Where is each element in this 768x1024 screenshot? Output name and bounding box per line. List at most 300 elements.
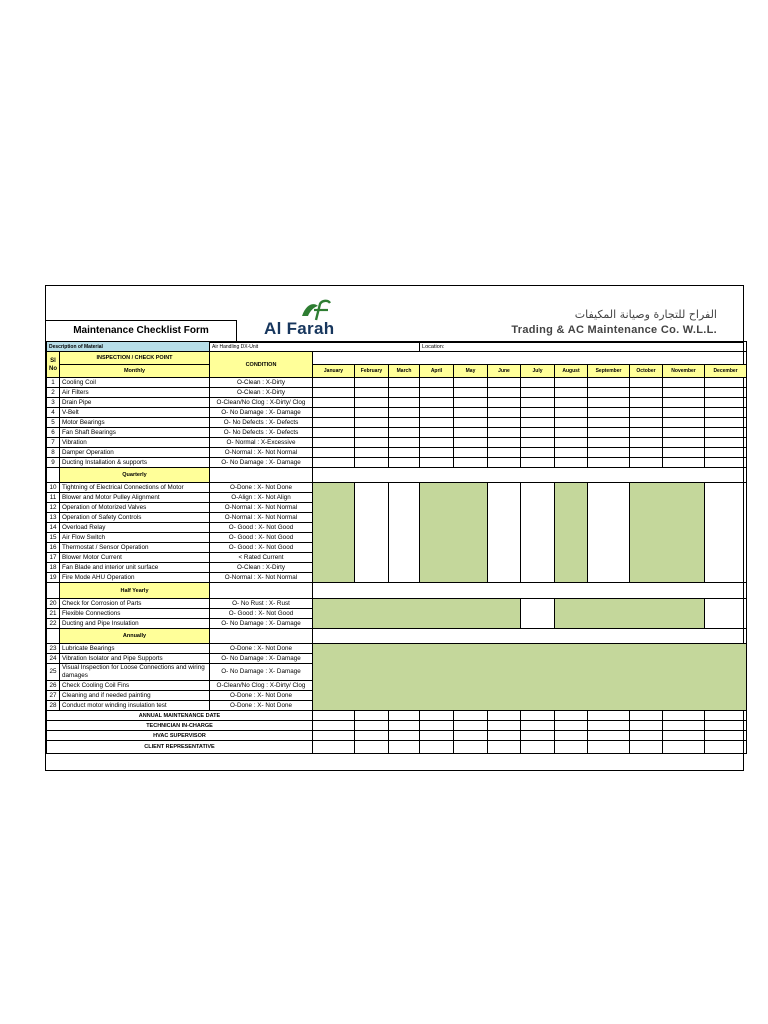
inspection-item: Conduct motor winding insulation test	[60, 701, 210, 711]
month-november: November	[663, 365, 705, 378]
month-june: June	[488, 365, 521, 378]
item-number: 22	[47, 619, 60, 629]
signature-cell[interactable]	[313, 711, 355, 721]
month-check-cell[interactable]	[488, 438, 521, 448]
month-check-cell[interactable]	[555, 398, 588, 408]
signature-cell[interactable]	[521, 741, 555, 754]
item-number: 6	[47, 428, 60, 438]
month-check-cell[interactable]	[355, 378, 389, 388]
inspection-item: Fan Blade and interior unit surface	[60, 563, 210, 573]
month-check-cell[interactable]	[555, 438, 588, 448]
condition-text: O-Clean : X-Dirty	[210, 388, 313, 398]
signature-cell[interactable]	[663, 741, 705, 754]
month-december: December	[705, 365, 747, 378]
annual-items	[47, 644, 747, 711]
inspection-item: Thermostat / Sensor Operation	[60, 543, 210, 553]
month-check-cell[interactable]	[313, 428, 355, 438]
item-number: 16	[47, 543, 60, 553]
month-check-cell[interactable]	[630, 398, 663, 408]
month-check-cell[interactable]	[588, 458, 630, 468]
signature-cell[interactable]	[488, 741, 521, 754]
signature-row	[47, 721, 747, 731]
inspection-item: Air Flow Switch	[60, 533, 210, 543]
month-check-cell[interactable]	[389, 378, 420, 388]
blank-cell	[488, 483, 521, 583]
signature-cell[interactable]	[630, 721, 663, 731]
month-check-cell[interactable]	[313, 438, 355, 448]
month-check-cell[interactable]	[389, 428, 420, 438]
signature-cell[interactable]	[355, 711, 389, 721]
inspection-header: INSPECTION / CHECK POINT	[60, 352, 210, 365]
month-check-cell[interactable]	[521, 438, 555, 448]
months-spacer	[313, 352, 747, 365]
month-check-cell[interactable]	[454, 388, 488, 398]
signature-cell[interactable]	[521, 721, 555, 731]
signature-cell[interactable]	[454, 741, 488, 754]
month-check-cell[interactable]	[705, 438, 747, 448]
signature-label: TECHNICIAN IN-CHARGE	[47, 721, 313, 731]
quarterly-section-row	[47, 468, 747, 483]
item-number: 8	[47, 448, 60, 458]
blank-cell	[705, 483, 747, 583]
half-yearly-check-block[interactable]	[555, 599, 705, 629]
blank-cell	[389, 483, 420, 583]
month-check-cell[interactable]	[488, 448, 521, 458]
month-check-cell[interactable]	[521, 388, 555, 398]
month-check-cell[interactable]	[588, 398, 630, 408]
signature-cell[interactable]	[420, 741, 454, 754]
item-number: 15	[47, 533, 60, 543]
month-check-cell[interactable]	[389, 458, 420, 468]
inspection-item: Operation of Safety Controls	[60, 513, 210, 523]
signature-cell[interactable]	[555, 711, 588, 721]
signature-label: ANNUAL MAINTENANCE DATE	[47, 711, 313, 721]
signature-cell[interactable]	[588, 741, 630, 754]
month-check-cell[interactable]	[663, 378, 705, 388]
condition-text: O- No Damage : X- Damage	[210, 458, 313, 468]
table-row	[47, 448, 747, 458]
month-check-cell[interactable]	[521, 458, 555, 468]
description-label: Description of Material	[47, 342, 210, 352]
month-check-cell[interactable]	[663, 408, 705, 418]
month-check-cell[interactable]	[420, 378, 454, 388]
signature-cell[interactable]	[705, 711, 747, 721]
month-check-cell[interactable]	[555, 448, 588, 458]
signature-cell[interactable]	[663, 731, 705, 741]
company-logo-text: Al Farah	[264, 319, 335, 338]
condition-text: O- Good : X- Not Good	[210, 533, 313, 543]
month-check-cell[interactable]	[420, 408, 454, 418]
month-check-cell[interactable]	[663, 428, 705, 438]
months-header-row	[47, 365, 747, 378]
signature-rows	[47, 711, 747, 754]
inspection-item: Cooling Coil	[60, 378, 210, 388]
item-number: 1	[47, 378, 60, 388]
signature-cell[interactable]	[588, 731, 630, 741]
signature-cell[interactable]	[555, 721, 588, 731]
month-check-cell[interactable]	[630, 458, 663, 468]
condition-text: O-Done : X- Not Done	[210, 701, 313, 711]
section-quarterly: Quarterly	[60, 468, 210, 483]
signature-cell[interactable]	[389, 731, 420, 741]
month-check-cell[interactable]	[420, 438, 454, 448]
inspection-item: Lubricate Bearings	[60, 644, 210, 654]
signature-cell[interactable]	[420, 711, 454, 721]
month-check-cell[interactable]	[555, 378, 588, 388]
inspection-item: Drain Pipe	[60, 398, 210, 408]
condition-text: O- No Defects : X- Defects	[210, 428, 313, 438]
signature-cell[interactable]	[420, 731, 454, 741]
month-check-cell[interactable]	[454, 438, 488, 448]
condition-text: O- No Rust : X- Rust	[210, 599, 313, 609]
signature-cell[interactable]	[521, 731, 555, 741]
item-number: 7	[47, 438, 60, 448]
description-row	[47, 342, 747, 352]
month-may: May	[454, 365, 488, 378]
month-check-cell[interactable]	[420, 388, 454, 398]
signature-cell[interactable]	[705, 741, 747, 754]
table-row	[47, 458, 747, 468]
table-row	[47, 408, 747, 418]
signature-cell[interactable]	[454, 711, 488, 721]
item-number: 23	[47, 644, 60, 654]
month-check-cell[interactable]	[630, 388, 663, 398]
form-title: Maintenance Checklist Form	[46, 320, 237, 341]
blank-cell	[355, 483, 389, 583]
sl-no-header: Sl No	[47, 352, 60, 378]
month-check-cell[interactable]	[313, 398, 355, 408]
month-check-cell[interactable]	[488, 458, 521, 468]
month-check-cell[interactable]	[663, 388, 705, 398]
signature-cell[interactable]	[521, 711, 555, 721]
signature-cell[interactable]	[355, 721, 389, 731]
signature-cell[interactable]	[420, 721, 454, 731]
signature-cell[interactable]	[313, 721, 355, 731]
month-check-cell[interactable]	[313, 418, 355, 428]
item-number: 10	[47, 483, 60, 493]
item-number: 28	[47, 701, 60, 711]
item-number: 17	[47, 553, 60, 563]
month-check-cell[interactable]	[313, 458, 355, 468]
signature-cell[interactable]	[555, 741, 588, 754]
month-check-cell[interactable]	[355, 458, 389, 468]
signature-cell[interactable]	[389, 721, 420, 731]
signature-cell[interactable]	[488, 721, 521, 731]
month-check-cell[interactable]	[588, 448, 630, 458]
condition-text: O-Align : X- Not Align	[210, 493, 313, 503]
signature-cell[interactable]	[313, 741, 355, 754]
quarterly-check-block[interactable]	[555, 483, 588, 583]
month-check-cell[interactable]	[454, 448, 488, 458]
month-check-cell[interactable]	[313, 448, 355, 458]
month-check-cell[interactable]	[454, 408, 488, 418]
signature-row	[47, 741, 747, 754]
item-number: 25	[47, 664, 60, 681]
inspection-item: Fan Shaft Bearings	[60, 428, 210, 438]
column-header-row	[47, 352, 747, 365]
month-check-cell[interactable]	[555, 458, 588, 468]
inspection-item: Check for Corrosion of Parts	[60, 599, 210, 609]
month-check-cell[interactable]	[355, 438, 389, 448]
signature-label: CLIENT REPRESENTATIVE	[47, 741, 313, 754]
month-check-cell[interactable]	[555, 388, 588, 398]
month-check-cell[interactable]	[521, 428, 555, 438]
inspection-item: Blower and Motor Pulley Alignment	[60, 493, 210, 503]
signature-cell[interactable]	[705, 731, 747, 741]
month-check-cell[interactable]	[454, 458, 488, 468]
month-check-cell[interactable]	[630, 428, 663, 438]
month-check-cell[interactable]	[454, 418, 488, 428]
month-check-cell[interactable]	[389, 398, 420, 408]
inspection-item: Cleaning and if needed painting	[60, 691, 210, 701]
month-april: April	[420, 365, 454, 378]
item-number: 20	[47, 599, 60, 609]
month-check-cell[interactable]	[705, 398, 747, 408]
month-check-cell[interactable]	[663, 398, 705, 408]
item-number: 5	[47, 418, 60, 428]
table-row	[47, 438, 747, 448]
month-check-cell[interactable]	[588, 418, 630, 428]
month-check-cell[interactable]	[488, 378, 521, 388]
item-number: 12	[47, 503, 60, 513]
inspection-item: Vibration	[60, 438, 210, 448]
month-check-cell[interactable]	[705, 408, 747, 418]
signature-cell[interactable]	[588, 721, 630, 731]
month-check-cell[interactable]	[488, 388, 521, 398]
month-check-cell[interactable]	[588, 388, 630, 398]
inspection-item: Flexible Connections	[60, 609, 210, 619]
form-header	[46, 286, 743, 343]
month-check-cell[interactable]	[355, 418, 389, 428]
month-check-cell[interactable]	[420, 418, 454, 428]
condition-text: O-Clean : X-Dirty	[210, 378, 313, 388]
month-check-cell[interactable]	[588, 408, 630, 418]
inspection-item: Fire Mode AHU Operation	[60, 573, 210, 583]
signature-cell[interactable]	[663, 711, 705, 721]
month-check-cell[interactable]	[521, 398, 555, 408]
month-check-cell[interactable]	[588, 378, 630, 388]
month-check-cell[interactable]	[555, 418, 588, 428]
month-check-cell[interactable]	[488, 428, 521, 438]
item-number: 11	[47, 493, 60, 503]
month-check-cell[interactable]	[705, 418, 747, 428]
signature-cell[interactable]	[389, 711, 420, 721]
condition-text: O- No Damage : X- Damage	[210, 408, 313, 418]
month-check-cell[interactable]	[313, 388, 355, 398]
month-check-cell[interactable]	[588, 428, 630, 438]
condition-text: O-Clean/No Clog : X-Dirty/ Clog	[210, 681, 313, 691]
month-check-cell[interactable]	[555, 408, 588, 418]
month-check-cell[interactable]	[521, 418, 555, 428]
blank-cell	[588, 483, 630, 583]
month-check-cell[interactable]	[313, 408, 355, 418]
item-number: 13	[47, 513, 60, 523]
month-check-cell[interactable]	[454, 378, 488, 388]
condition-text: O- No Defects : X- Defects	[210, 418, 313, 428]
month-check-cell[interactable]	[355, 428, 389, 438]
month-check-cell[interactable]	[630, 448, 663, 458]
quarterly-check-block[interactable]	[630, 483, 705, 583]
month-january: January	[313, 365, 355, 378]
item-number: 9	[47, 458, 60, 468]
annual-check-block[interactable]	[313, 644, 747, 711]
item-number: 26	[47, 681, 60, 691]
month-check-cell[interactable]	[355, 448, 389, 458]
condition-text: O- Normal : X-Excessive	[210, 438, 313, 448]
section-half-yearly: Half Yearly	[60, 583, 210, 599]
month-check-cell[interactable]	[705, 388, 747, 398]
month-check-cell[interactable]	[355, 408, 389, 418]
month-check-cell[interactable]	[488, 418, 521, 428]
month-check-cell[interactable]	[420, 428, 454, 438]
condition-text: O-Done : X- Not Done	[210, 691, 313, 701]
table-row	[47, 599, 747, 609]
condition-text: O-Normal : X- Not Normal	[210, 513, 313, 523]
half-yearly-check-block[interactable]	[313, 599, 521, 629]
month-check-cell[interactable]	[420, 398, 454, 408]
month-check-cell[interactable]	[630, 438, 663, 448]
item-number: 27	[47, 691, 60, 701]
month-check-cell[interactable]	[705, 428, 747, 438]
location-field[interactable]: Location:	[420, 342, 747, 352]
inspection-item: Ducting Installation & supports	[60, 458, 210, 468]
month-check-cell[interactable]	[389, 388, 420, 398]
signature-cell[interactable]	[355, 731, 389, 741]
month-february: February	[355, 365, 389, 378]
inspection-item: Vibration Isolator and Pipe Supports	[60, 654, 210, 664]
table-row	[47, 428, 747, 438]
item-number: 19	[47, 573, 60, 583]
month-check-cell[interactable]	[355, 398, 389, 408]
month-check-cell[interactable]	[630, 378, 663, 388]
condition-text: O-Normal : X- Not Normal	[210, 573, 313, 583]
item-number: 4	[47, 408, 60, 418]
maintenance-checklist-sheet	[45, 285, 744, 771]
condition-text: O-Clean : X-Dirty	[210, 563, 313, 573]
month-october: October	[630, 365, 663, 378]
table-row	[47, 398, 747, 408]
month-check-cell[interactable]	[521, 408, 555, 418]
month-check-cell[interactable]	[663, 438, 705, 448]
month-check-cell[interactable]	[389, 448, 420, 458]
month-check-cell[interactable]	[663, 418, 705, 428]
month-check-cell[interactable]	[630, 418, 663, 428]
inspection-item: Motor Bearings	[60, 418, 210, 428]
condition-text: O- Good : X- Not Good	[210, 523, 313, 533]
month-check-cell[interactable]	[420, 458, 454, 468]
month-check-cell[interactable]	[355, 388, 389, 398]
signature-cell[interactable]	[389, 741, 420, 754]
inspection-item: Check Cooling Coil Fins	[60, 681, 210, 691]
month-check-cell[interactable]	[705, 448, 747, 458]
inspection-item: Overload Relay	[60, 523, 210, 533]
month-check-cell[interactable]	[454, 398, 488, 408]
signature-cell[interactable]	[630, 741, 663, 754]
month-check-cell[interactable]	[389, 438, 420, 448]
inspection-item: V-Belt	[60, 408, 210, 418]
signature-cell[interactable]	[488, 731, 521, 741]
month-september: September	[588, 365, 630, 378]
signature-cell[interactable]	[588, 711, 630, 721]
quarterly-check-block[interactable]	[313, 483, 355, 583]
section-monthly: Monthly	[60, 365, 210, 378]
half-yearly-items	[47, 599, 747, 629]
blank-cell	[521, 483, 555, 583]
item-number: 14	[47, 523, 60, 533]
table-row	[47, 388, 747, 398]
quarterly-items	[47, 483, 747, 583]
month-check-cell[interactable]	[389, 408, 420, 418]
inspection-item: Ducting and Pipe Insulation	[60, 619, 210, 629]
month-july: July	[521, 365, 555, 378]
month-check-cell[interactable]	[630, 408, 663, 418]
signature-cell[interactable]	[355, 741, 389, 754]
month-check-cell[interactable]	[488, 398, 521, 408]
month-check-cell[interactable]	[705, 458, 747, 468]
condition-text: O-Done : X- Not Done	[210, 483, 313, 493]
signature-cell[interactable]	[454, 731, 488, 741]
condition-text: O-Done : X- Not Done	[210, 644, 313, 654]
checklist-table	[46, 341, 747, 754]
item-number: 21	[47, 609, 60, 619]
signature-cell[interactable]	[454, 721, 488, 731]
inspection-item: Tightning of Electrical Connections of Motor	[60, 483, 210, 493]
inspection-item: Operation of Motorized Valves	[60, 503, 210, 513]
month-check-cell[interactable]	[488, 408, 521, 418]
month-march: March	[389, 365, 420, 378]
annual-section-row	[47, 629, 747, 644]
inspection-item: Damper Operation	[60, 448, 210, 458]
item-number: 3	[47, 398, 60, 408]
monthly-items	[47, 378, 747, 468]
condition-text: < Rated Current	[210, 553, 313, 563]
month-check-cell[interactable]	[521, 448, 555, 458]
company-arabic-name: الفراح للتجارة وصيانة المكيفات	[574, 308, 717, 321]
month-check-cell[interactable]	[663, 448, 705, 458]
month-check-cell[interactable]	[389, 418, 420, 428]
month-check-cell[interactable]	[555, 428, 588, 438]
signature-cell[interactable]	[555, 731, 588, 741]
signature-cell[interactable]	[313, 731, 355, 741]
inspection-item: Blower Motor Current	[60, 553, 210, 563]
month-check-cell[interactable]	[663, 458, 705, 468]
signature-cell[interactable]	[630, 711, 663, 721]
condition-text: O- Good : X- Not Good	[210, 609, 313, 619]
inspection-item: Visual Inspection for Loose Connections and wiring damages	[60, 664, 210, 681]
item-number: 18	[47, 563, 60, 573]
condition-text: O- No Damage : X- Damage	[210, 664, 313, 681]
table-row	[47, 378, 747, 388]
signature-cell[interactable]	[630, 731, 663, 741]
month-check-cell[interactable]	[705, 378, 747, 388]
signature-cell[interactable]	[705, 721, 747, 731]
month-check-cell[interactable]	[521, 378, 555, 388]
signature-cell[interactable]	[488, 711, 521, 721]
month-check-cell[interactable]	[588, 438, 630, 448]
signature-row	[47, 711, 747, 721]
table-row	[47, 644, 747, 654]
signature-cell[interactable]	[663, 721, 705, 731]
condition-text: O- No Damage : X- Damage	[210, 654, 313, 664]
item-number: 24	[47, 654, 60, 664]
month-check-cell[interactable]	[454, 428, 488, 438]
table-row	[47, 483, 747, 493]
signature-label: HVAC SUPERVISOR	[47, 731, 313, 741]
month-check-cell[interactable]	[313, 378, 355, 388]
quarterly-check-block[interactable]	[420, 483, 488, 583]
month-check-cell[interactable]	[420, 448, 454, 458]
description-value[interactable]: Air Handling DX-Unit	[210, 342, 420, 352]
